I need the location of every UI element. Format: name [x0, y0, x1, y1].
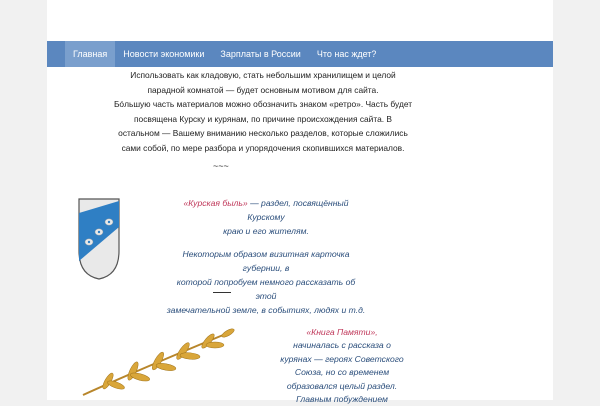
nav-item-economy-news[interactable]: Новости экономики [123, 49, 205, 59]
kursk-detail-line: замечательной земле, в событиях, людях и т.д. [166, 304, 366, 315]
intro-line: Использовать как кладовую, стать небольшим хранилищем и целой [130, 70, 396, 80]
spacer [166, 238, 366, 248]
kursk-intro-line2: краю и его жителям. [223, 225, 309, 236]
nav-item-future[interactable]: Что нас ждет? [316, 49, 377, 59]
intro-line: сами собой, по мере разбора и упорядочения скопившихся материалов. [121, 142, 405, 153]
intro-line: парадной комнатой — будет основным мотивом для сайта. [147, 84, 379, 95]
tilde-separator: ~~~ [213, 161, 229, 171]
kursk-section-link[interactable]: «Курская быль» [183, 198, 248, 208]
memory-line: курянах — героях Советского [280, 353, 404, 364]
intro-line: посвящена Курску и курянам, по причине происхождения сайта. В [134, 113, 392, 124]
kursk-detail-line: Некоторым образом визитная карточка губернии, в [182, 249, 350, 274]
kursk-intro-rest: — раздел, посвящённый Курскому [247, 198, 349, 222]
nav-item-home[interactable]: Главная [65, 41, 115, 67]
kursk-detail-line: которой попробуем немного рассказать об этой [176, 276, 356, 301]
intro-text [78, 68, 448, 156]
memory-line: образовался целый раздел. [286, 380, 398, 391]
memory-book-link[interactable]: «Книга Памяти», [306, 327, 378, 337]
memory-title-line [272, 326, 412, 339]
main-navigation [47, 41, 553, 67]
memory-line: Главным побуждением [296, 394, 388, 405]
memory-book-description [272, 326, 412, 406]
line-separator [213, 292, 231, 293]
kursk-section-description [166, 197, 366, 317]
intro-line: остальном — Вашему вниманию несколько разделов, которые сложились [118, 128, 408, 139]
nav-item-salaries[interactable]: Зарплаты в России [220, 49, 301, 59]
laurel-branch-icon[interactable] [78, 325, 238, 400]
intro-line: Бóльшую часть материалов можно обозначить знаком «ретро». Часть будет [113, 99, 413, 110]
kursk-coat-of-arms-icon[interactable] [77, 197, 121, 281]
memory-line: Союза, но со временем [294, 367, 390, 378]
memory-line: начиналась с рассказа о [293, 340, 391, 351]
kursk-intro-line [166, 197, 366, 225]
